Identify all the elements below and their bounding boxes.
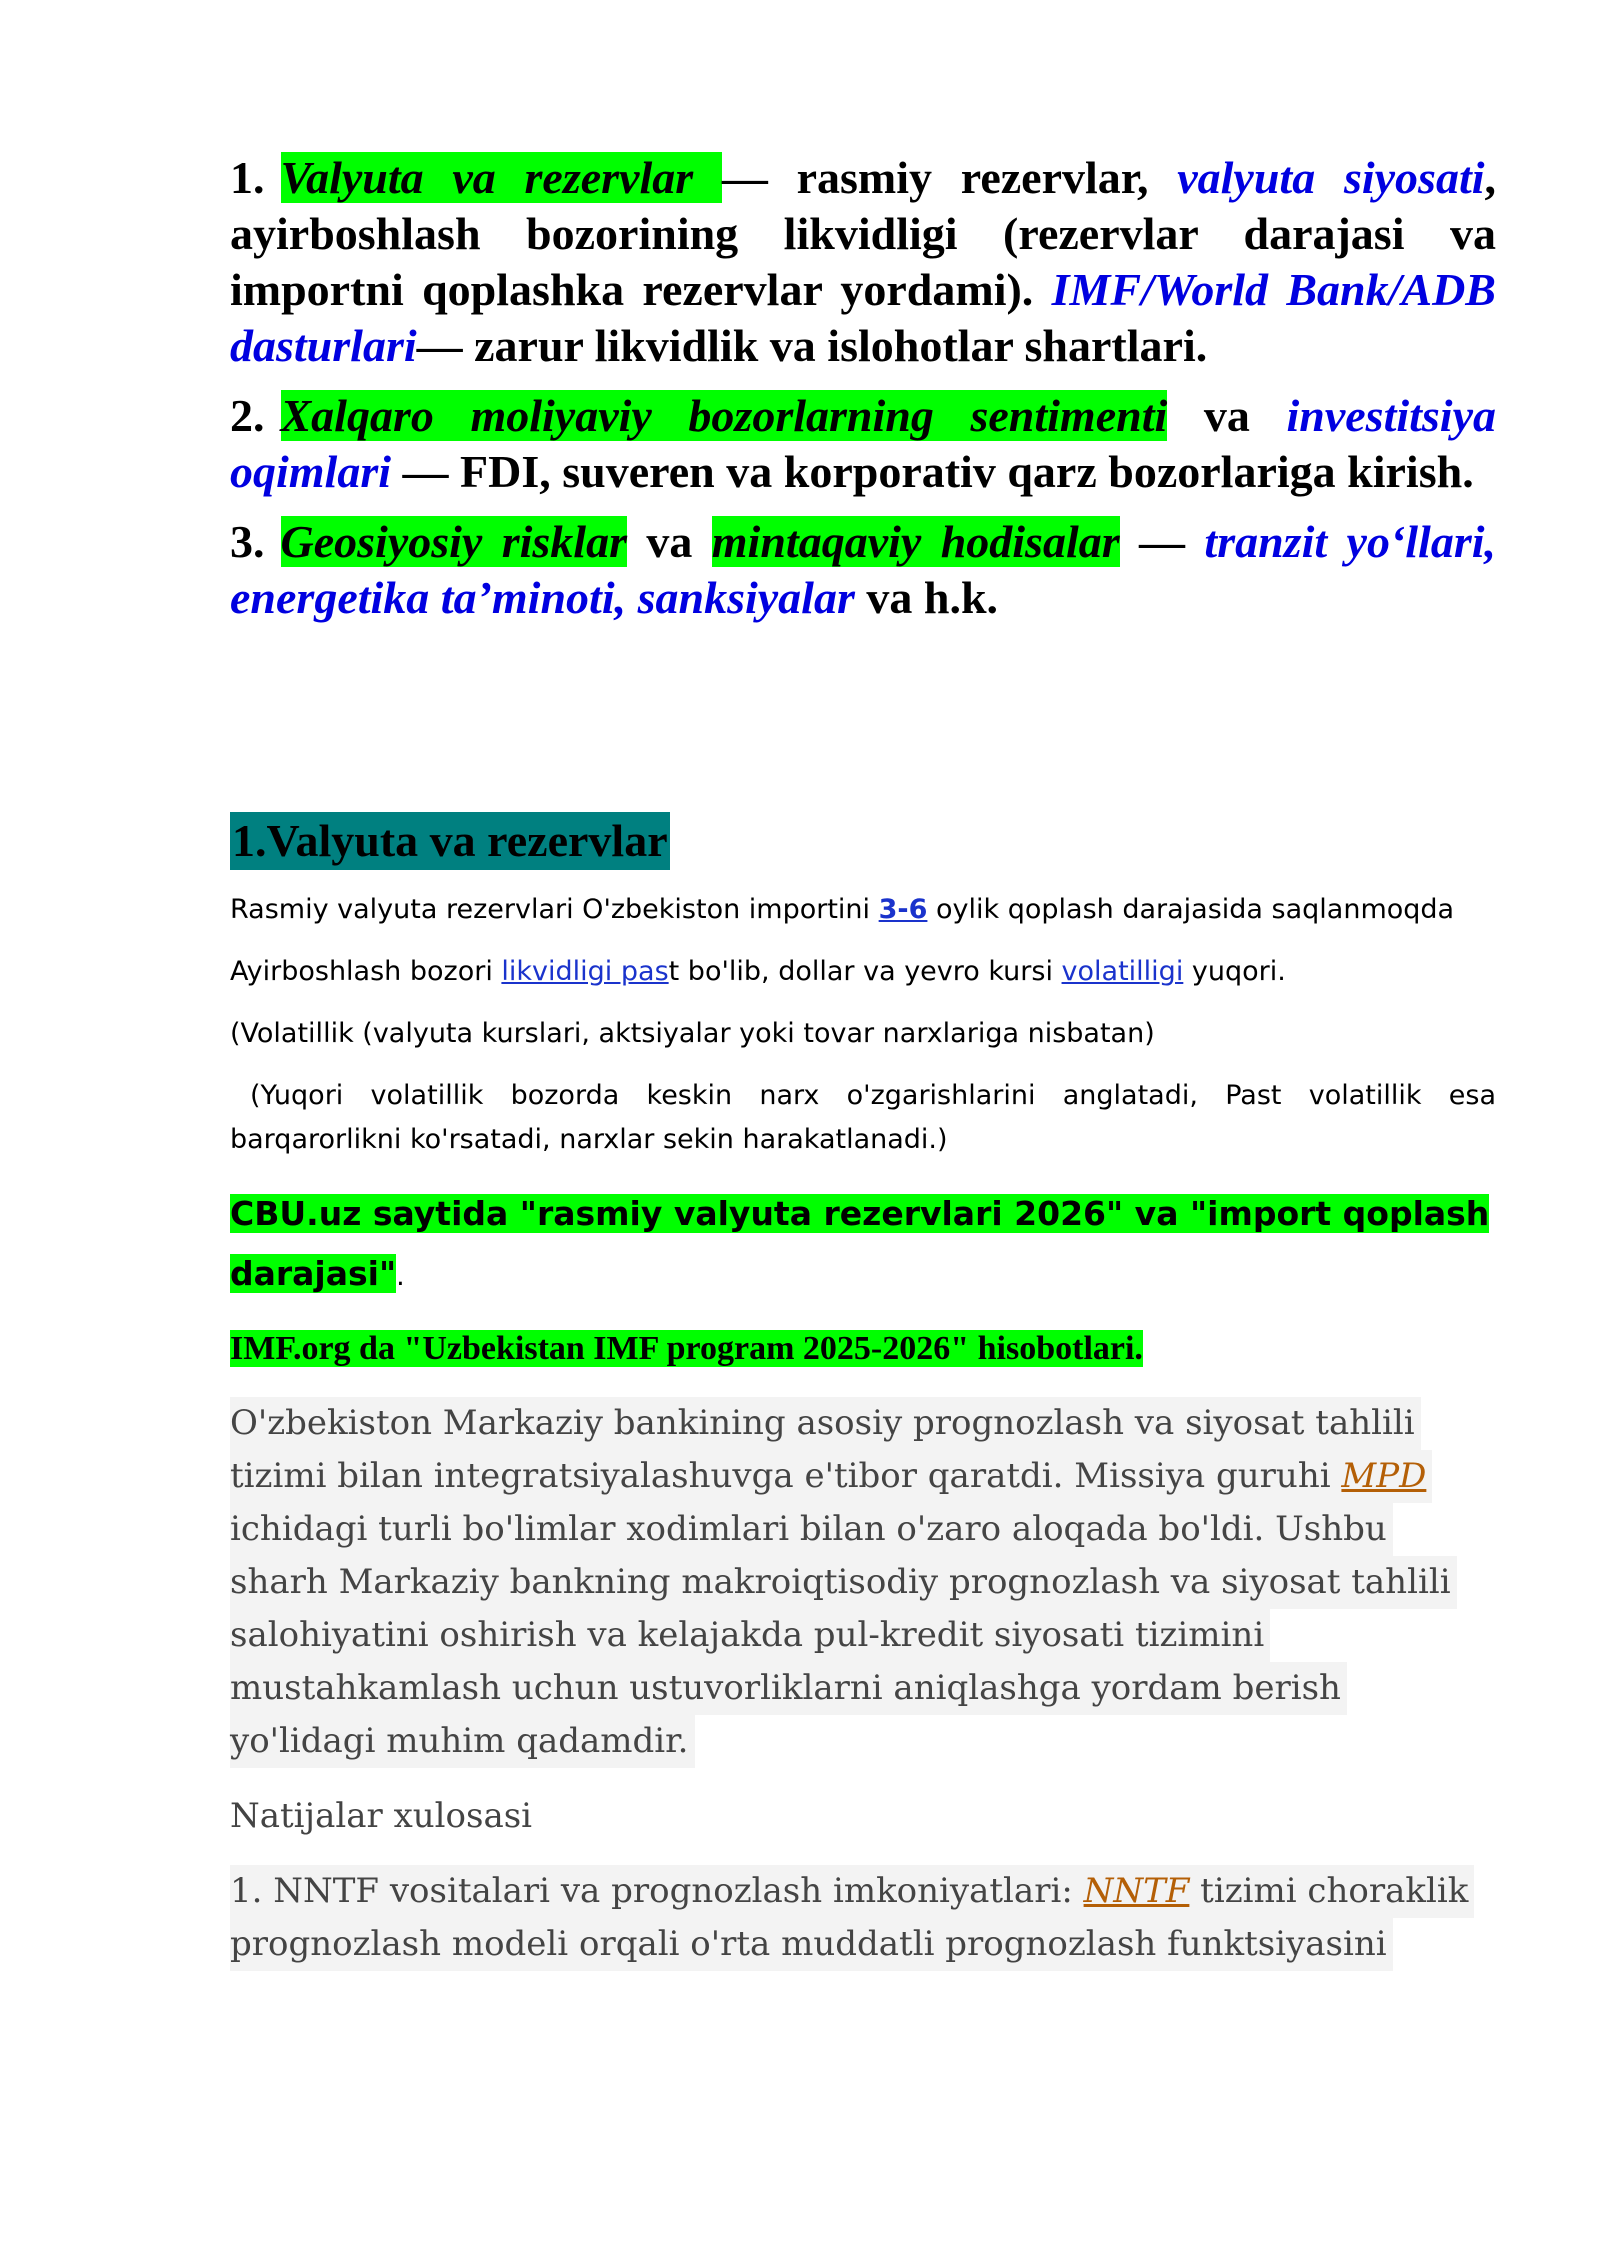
list-number: 2. bbox=[230, 390, 265, 441]
results-heading: Natijalar xulosasi bbox=[230, 1796, 533, 1836]
paragraph-text: yuqori. bbox=[1183, 956, 1286, 987]
item-text: — rasmiy rezervlar, bbox=[721, 152, 1178, 203]
item-text: va bbox=[1167, 390, 1287, 441]
text-line: ichidagi turli bo'limlar xodimlari bilan o'zaro aloqada bo'ldi. Ushbu bbox=[230, 1503, 1393, 1556]
highlighted-term: Xalqaro moliyaviy bozorlarning sentimenti bbox=[280, 390, 1168, 441]
highlighted-term: Valyuta va rezervlar bbox=[280, 152, 722, 203]
paragraph-text: t bo'lib, dollar va yevro kursi bbox=[668, 956, 1062, 987]
item-text: — bbox=[1119, 516, 1205, 567]
text-segment: 1. NNTF vositalari va prognozlash imkoniyatlari: bbox=[230, 1871, 1084, 1911]
paragraph-liquidity bbox=[230, 950, 1496, 994]
text-line: sharh Markaziy bankning makroiqtisodiy prognozlash va siyosat tahlili bbox=[230, 1556, 1457, 1609]
link-mpd[interactable]: MPD bbox=[1341, 1456, 1427, 1496]
item-text: , ayirboshlash bozorining likvidligi (rezervlar darajasi va importni qoplashka rezervlar yordami). bbox=[230, 152, 1497, 315]
paragraph-volatility-explain: (Yuqori volatillik bozorda keskin narx o'zgarishlarini anglatadi, Past volatillik esa barqarorlikni ko'rsatadi, narxlar sekin harakatlanadi.) bbox=[230, 1080, 1496, 1155]
list-item-2 bbox=[230, 388, 1496, 500]
highlighted-note: IMF.org da "Uzbekistan IMF program 2025-2026" hisobotlari. bbox=[230, 1330, 1143, 1367]
document-content bbox=[230, 150, 1496, 1971]
paragraph-text: Rasmiy valyuta rezervlari O'zbekiston importini bbox=[230, 894, 879, 925]
link-nntf[interactable]: NNTF bbox=[1083, 1871, 1190, 1911]
text-line: prognozlash modeli orqali o'rta muddatli prognozlash funktsiyasini bbox=[230, 1918, 1393, 1971]
blue-term: IMF/World Bank/ADB dasturlari bbox=[230, 264, 1496, 371]
blue-term: valyuta siyosati bbox=[1177, 152, 1485, 203]
blue-term: investitsiya oqimlari bbox=[230, 390, 1497, 497]
list-number: 3. bbox=[230, 516, 265, 567]
list-number: 1. bbox=[230, 152, 265, 203]
highlighted-note: CBU.uz saytida "rasmiy valyuta rezervlari 2026" va "import qoplash darajasi" bbox=[230, 1194, 1490, 1293]
note-tail: . bbox=[396, 1261, 405, 1292]
text-line bbox=[230, 1450, 1432, 1503]
text-line: O'zbekiston Markaziy bankining asosiy prognozlash va siyosat tahlili bbox=[230, 1397, 1421, 1450]
link-volatilligi[interactable]: volatilligi bbox=[1061, 956, 1184, 987]
highlighted-term: Geosiyosiy risklar bbox=[280, 516, 627, 567]
highlighted-term: mintaqaviy hodisalar bbox=[711, 516, 1120, 567]
text-line: yo'lidagi muhim qadamdir. bbox=[230, 1715, 695, 1768]
item-text: — zarur likvidlik va islohotlar shartlari. bbox=[416, 320, 1208, 371]
list-item-3 bbox=[230, 514, 1496, 626]
text-segment: tizimi bilan integratsiyalashuvga e'tibor qaratdi. Missiya guruhi bbox=[230, 1456, 1342, 1496]
cbu-note bbox=[230, 1184, 1496, 1307]
text-line bbox=[230, 1865, 1474, 1918]
cbu-review-paragraph bbox=[230, 1397, 1496, 1768]
nntf-paragraph bbox=[230, 1865, 1496, 1971]
paragraph-text: oylik qoplash darajasida saqlanmoqda bbox=[927, 894, 1455, 925]
imf-note bbox=[230, 1323, 1496, 1375]
blue-term: tranzit yo‘llari, energetika ta’minoti, sanksiyalar bbox=[230, 516, 1497, 623]
text-segment: tizimi choraklik bbox=[1189, 1871, 1469, 1911]
link-likvidligi[interactable]: likvidligi pas bbox=[501, 956, 669, 987]
text-line: mustahkamlash uchun ustuvorliklarni aniqlashga yordam berish bbox=[230, 1662, 1347, 1715]
section-heading: 1.Valyuta va rezervlar bbox=[230, 812, 670, 870]
link-3-6[interactable]: 3-6 bbox=[878, 894, 928, 925]
paragraph-text: Ayirboshlash bozori bbox=[230, 956, 502, 987]
paragraph-reserves bbox=[230, 888, 1496, 932]
item-text: va h.k. bbox=[854, 572, 999, 623]
list-item-1 bbox=[230, 150, 1496, 374]
item-text: — FDI, suveren va korporativ qarz bozorlariga kirish. bbox=[391, 446, 1474, 497]
item-text: va bbox=[626, 516, 712, 567]
paragraph-volatility-def: (Volatillik (valyuta kurslari, aktsiyalar yoki tovar narxlariga nisbatan) bbox=[230, 1018, 1155, 1049]
text-line: salohiyatini oshirish va kelajakda pul-kredit siyosati tizimini bbox=[230, 1609, 1270, 1662]
